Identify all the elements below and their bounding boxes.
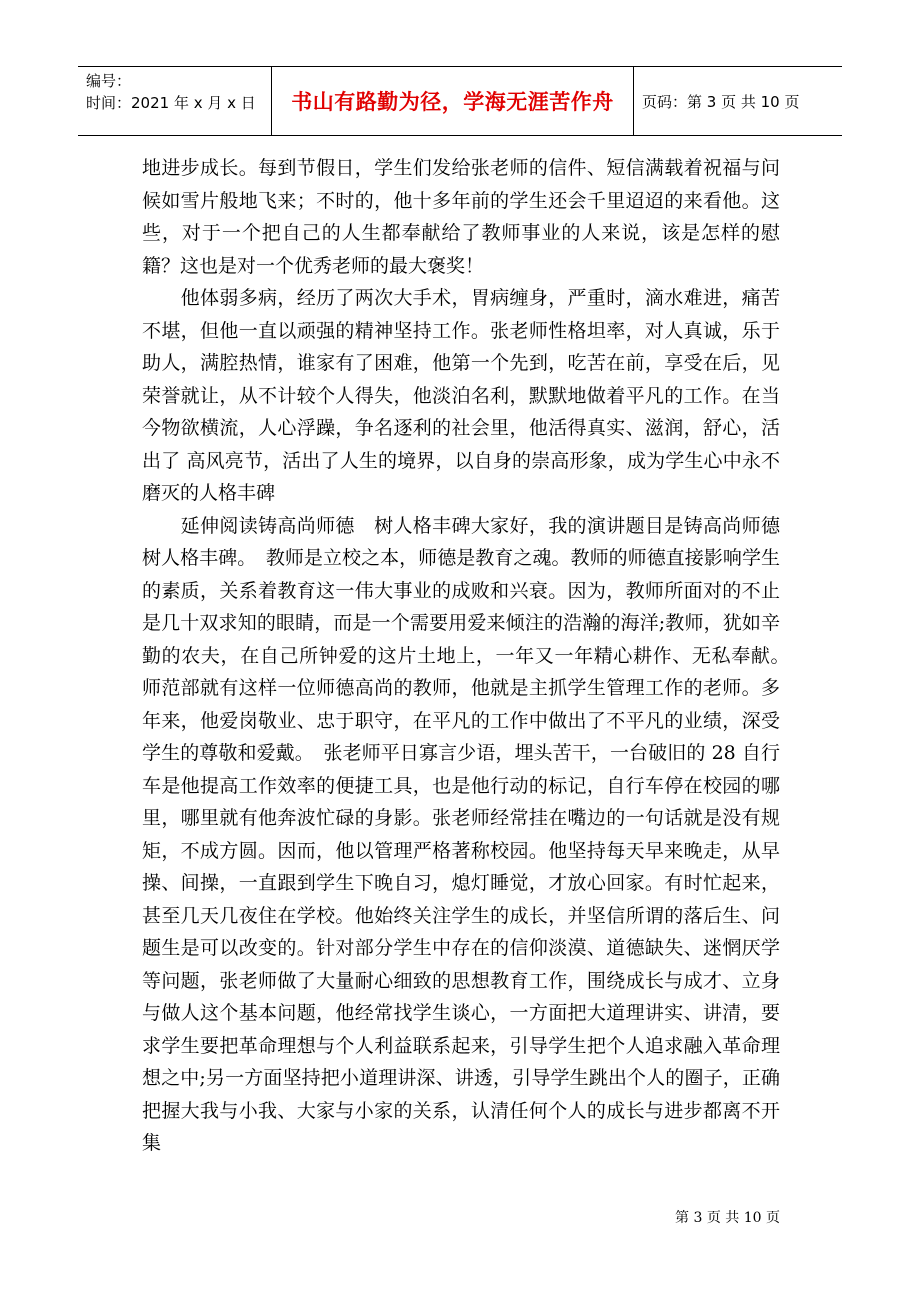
header-page-number: 页码：第 3 页 共 10 页	[642, 92, 800, 111]
page-footer: 第 3 页 共 10 页	[675, 1210, 780, 1226]
document-number-label: 编号：	[86, 72, 132, 90]
page-header	[78, 66, 842, 136]
body-paragraph: 延伸阅读铸高尚师德 树人格丰碑大家好，我的演讲题目是铸高尚师德树人格丰碑。 教师是立校之本，师德是教育之魂。教师的师德直接影响学生的素质，关系着教育这一伟大事业的成败和兴衰。因为，教师所面对的不止是几十双求知的眼睛，而是一个需要用爱来倾注的浩瀚的海洋;教师，犹如辛勤的农夫，在自己所钟爱的这片土地上，一年又一年精心耕作、无私奉献。 师范部就有这样一位师德高尚的教师，他就是主抓学生管理工作的老师。多年来，他爱岗敬业、忠于职守，在平凡的工作中做出了不平凡的业绩，深受学生的尊敬和爱戴。 张老师平日寡言少语，埋头苦干，一台破旧的 28 自行车是他提高工作效率的便捷工具，也是他行动的标记，自行车停在校园的哪里，哪里就有他奔波忙碌的身影。张老师经常挂在嘴边的一句话就是没有规矩，不成方圆。因而，他以管理严格著称校园。他坚持每天早来晚走，从早操、间操，一直跟到学生下晚自习，熄灯睡觉，才放心回家。有时忙起来，甚至几天几夜住在学校。他始终关注学生的成长，并坚信所谓的落后生、问题生是可以改变的。针对部分学生中存在的信仰淡漠、道德缺失、迷惘厌学等问题，张老师做了大量耐心细致的思想教育工作，围绕成长与成才、立身与做人这个基本问题，他经常找学生谈心，一方面把大道理讲实、讲清，要求学生要把革命理想与个人利益联系起来，引导学生把个人追求融入革命理想之中;另一方面坚持把小道理讲深、讲透，引导学生跳出个人的圈子，正确把握大我与小我、大家与小家的关系，认清任何个人的成长与进步都离不开集	[142, 514, 800, 1154]
document-date: 时间：2021 年 x 月 x 日	[86, 94, 256, 112]
body-paragraph: 他体弱多病，经历了两次大手术，胃病缠身，严重时，滴水难进，痛苦不堪，但他一直以顽强的精神坚持工作。张老师性格坦率，对人真诚，乐于助人，满腔热情，谁家有了困难，他第一个先到，吃苦在前，享受在后，见荣誉就让，从不计较个人得失，他淡泊名利，默默地做着平凡的工作。在当今物欲横流，人心浮躁，争名逐利的社会里，他活得真实、滋润，舒心，活出了 高风亮节，活出了人生的境界，以自身的崇高形象，成为学生心中永不磨灭的人格丰碑	[142, 287, 780, 504]
document-body	[142, 152, 800, 1160]
body-paragraph: 地进步成长。每到节假日，学生们发给张老师的信件、短信满载着祝福与问候如雪片般地飞来；不时的，他十多年前的学生还会千里迢迢的来看他。这些，对于一个把自己的人生都奉献给了教师事业的人来说，该是怎样的慰籍？这也是对一个优秀老师的最大褒奖！	[142, 157, 780, 277]
header-motto: 书山有路勤为径，学海无涯苦作舟	[272, 67, 634, 135]
header-meta	[78, 67, 272, 135]
